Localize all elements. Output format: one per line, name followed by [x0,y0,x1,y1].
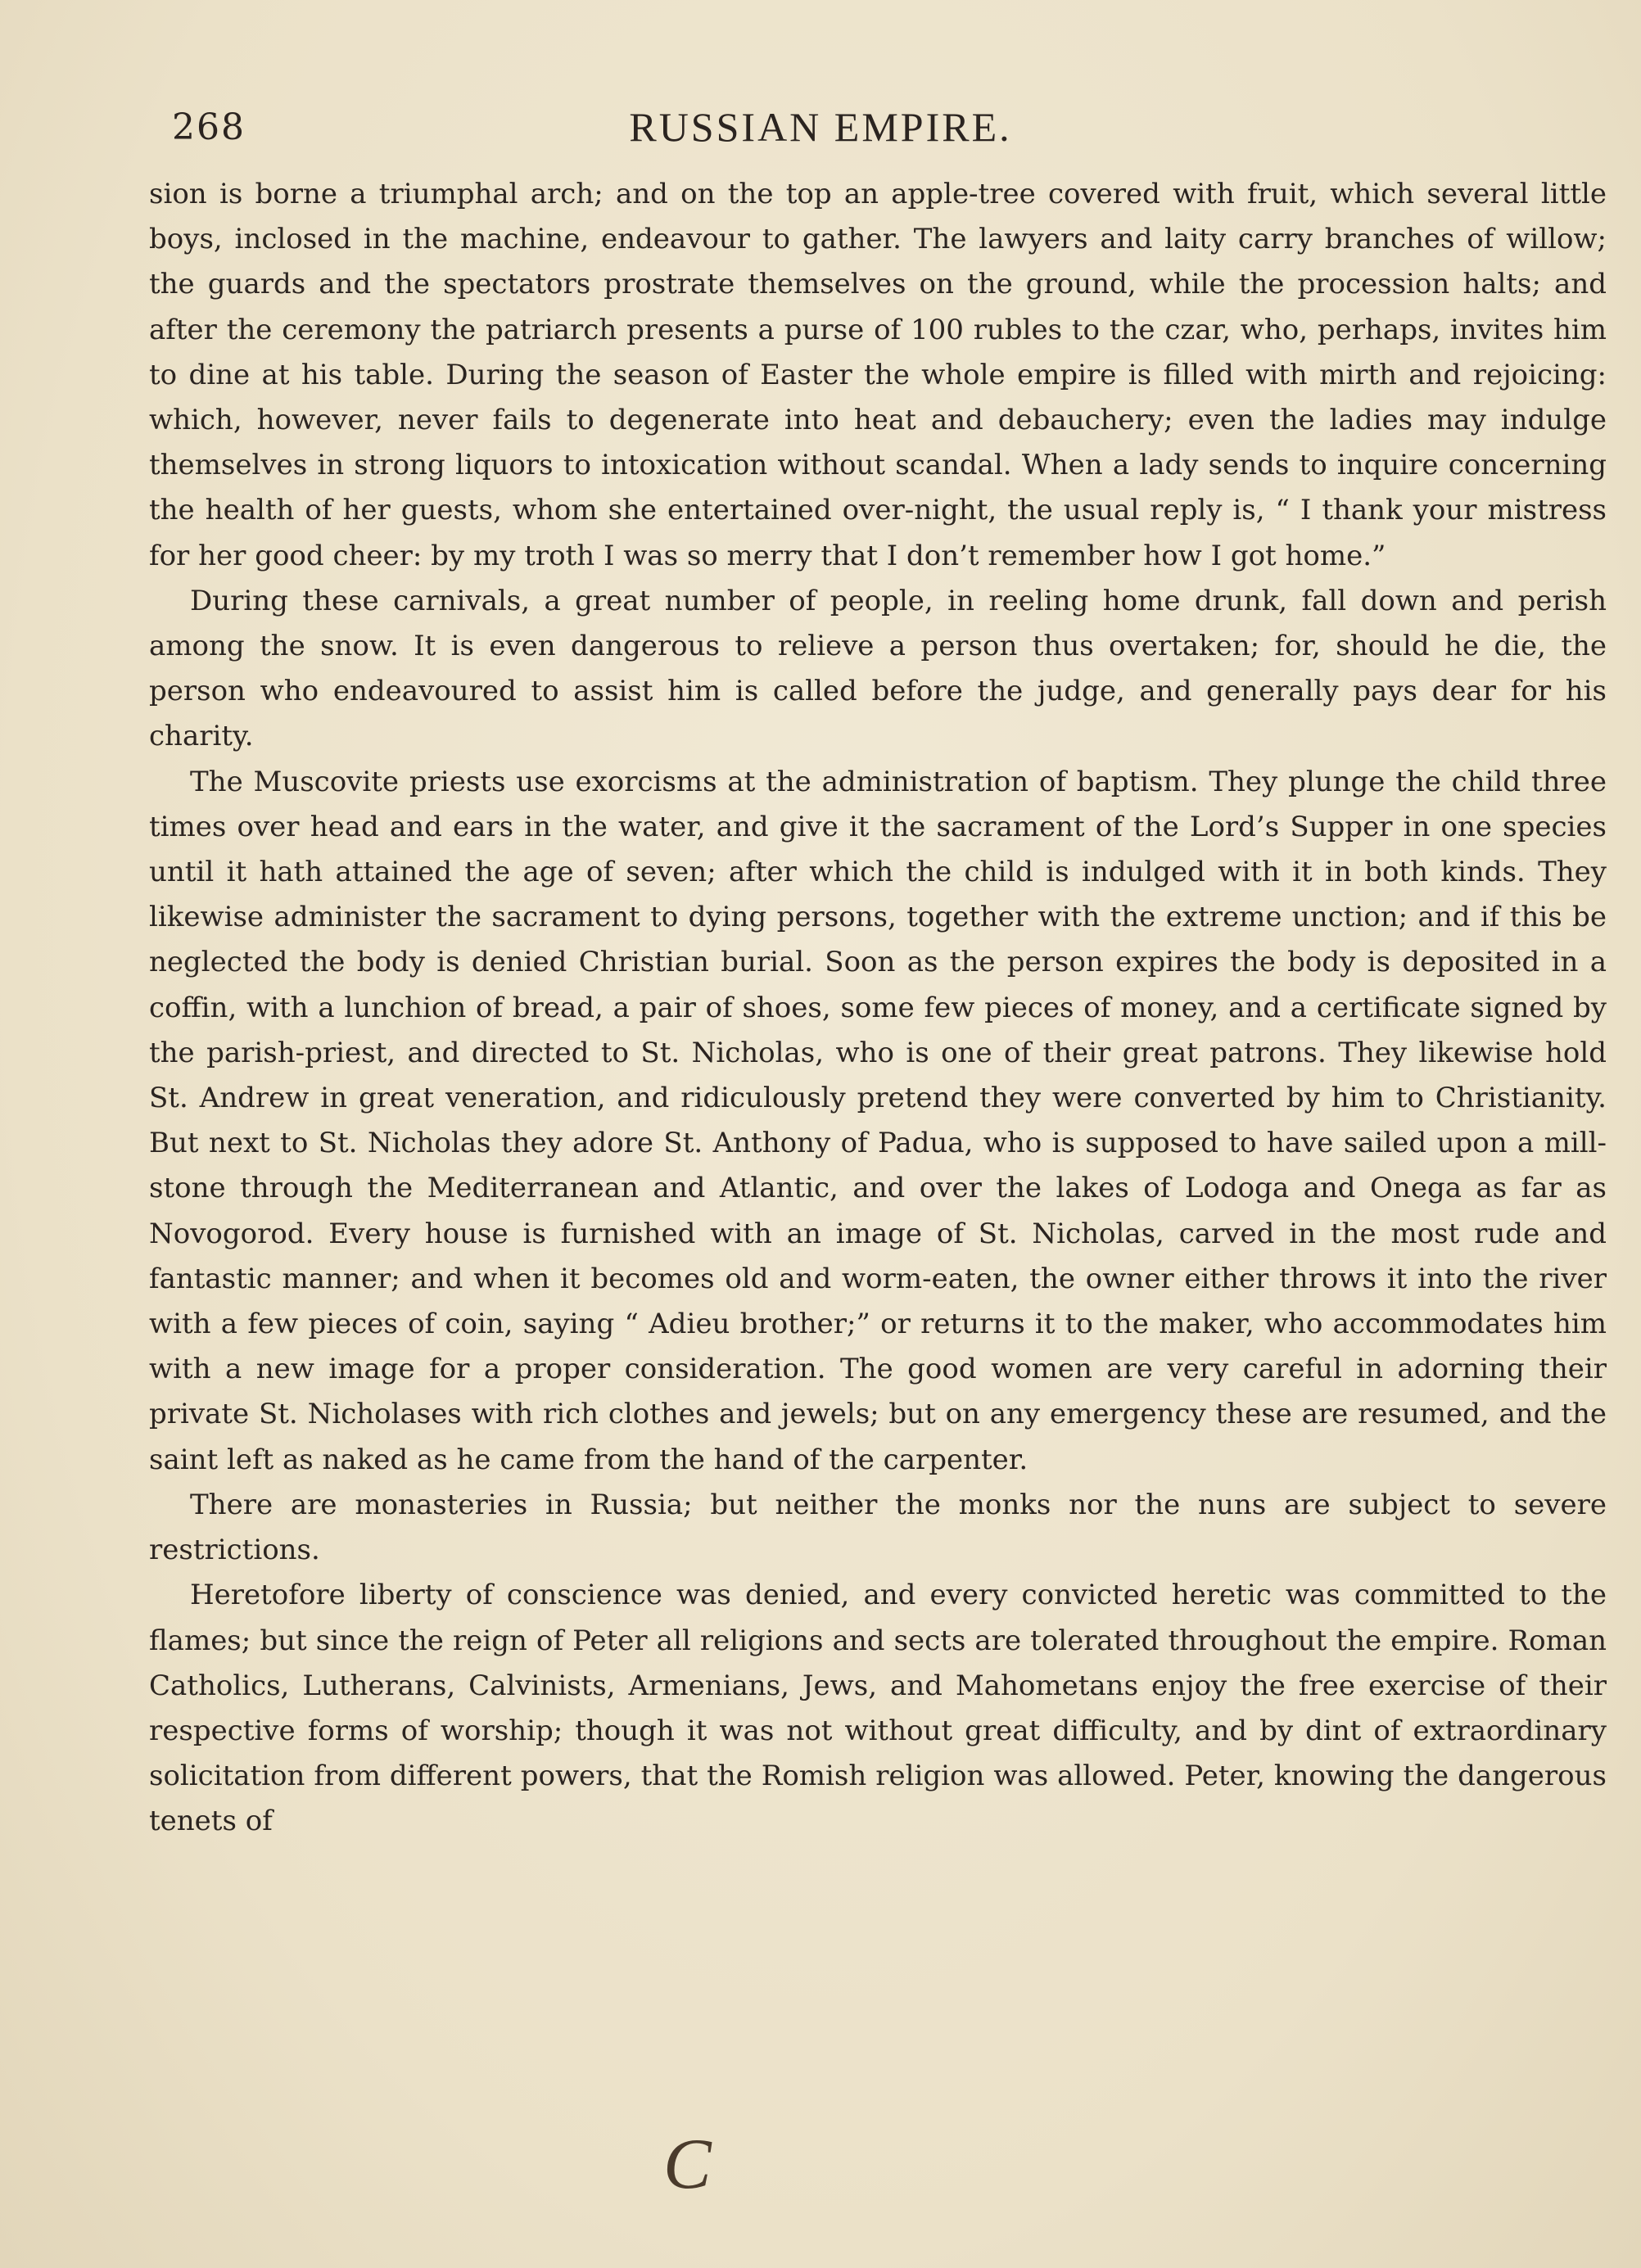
running-title: RUSSIAN EMPIRE. [629,104,1012,150]
paragraph: Heretofore liberty of conscience was denied, and every convicted heretic was committed to the flames; but since the reign of Peter all religions and sects are tolerated throughout the empire. Roman Catholics, Lutherans, Calvinists, Armenians, Jews, and Mahometans enjoy the free exercise of their respective forms of worship; though it was not without great difficulty, and by dint of extraordinary solicitation from different powers, that the Romish religion was allowed. Peter, knowing the dangerous tenets of [149,1579,1607,1838]
page-number: 268 [172,106,246,148]
page-header [0,100,1641,157]
paragraph: There are monasteries in Russia; but neither the monks nor the nuns are subject to severe restrictions. [149,1488,1607,1567]
signature-mark: C [663,2125,712,2204]
paragraph: The Muscovite priests use exorcisms at the administration of baptism. They plunge the child three times over head and ears in the water, and give it the sacrament of the Lord’s Supper in one species until it hath attained the age of seven; after which the child is indulged with it in both kinds. They likewise administer the sacrament to dying persons, together with the extreme unction; and if this be neglected the body is denied Christian burial. Soon as the person expires the body is deposited in a coffin, with a lunchion of bread, a pair of shoes, some few pieces of money, and a certificate signed by the parish-priest, and directed to St. Nicholas, who is one of their great patrons. They likewise hold St. Andrew in great veneration, and ridiculously pretend they were converted by him to Christianity. But next to St. Nicholas they adore St. Anthony of Padua, who is supposed to have sailed upon a mill-stone through the Mediterranean and Atlantic, and over the lakes of Lodoga and Onega as far as Novogorod. Every house is furnished with an image of St. Nicholas, carved in the most rude and fantastic manner; and when it becomes old and worm-eaten, the owner either throws it into the river with a few pieces of coin, saying “ Adieu brother;” or returns it to the maker, who accommodates him with a new image for a proper consideration. The good women are very careful in adorning their private St. Nicholases with rich clothes and jewels; but on any emergency these are resumed, and the saint left as naked as he came from the hand of the carpenter. [149,765,1607,1476]
paragraph: During these carnivals, a great number of people, in reeling home drunk, fall down and perish among the snow. It is even dangerous to relieve a person thus overtaken; for, should he die, the person who endeavoured to assist him is called before the judge, and generally pays dear for his charity. [149,584,1607,753]
body-text [149,172,1607,1845]
paragraph: sion is borne a triumphal arch; and on the top an apple-tree covered with fruit, which several little boys, inclosed in the machine, endeavour to gather. The lawyers and laity carry branches of willow; the guards and the spectators prostrate themselves on the ground, while the procession halts; and after the ceremony the patriarch presents a purse of 100 rubles to the czar, who, perhaps, invites him to dine at his table. During the season of Easter the whole empire is filled with mirth and rejoicing: which, however, never fails to degenerate into heat and debauchery; even the ladies may indulge themselves in strong liquors to intoxication without scandal. When a lady sends to inquire concerning the health of her guests, whom she entertained over-night, the usual reply is, “ I thank your mistress for her good cheer: by my troth I was so merry that I don’t remember how I got home.” [149,178,1607,572]
